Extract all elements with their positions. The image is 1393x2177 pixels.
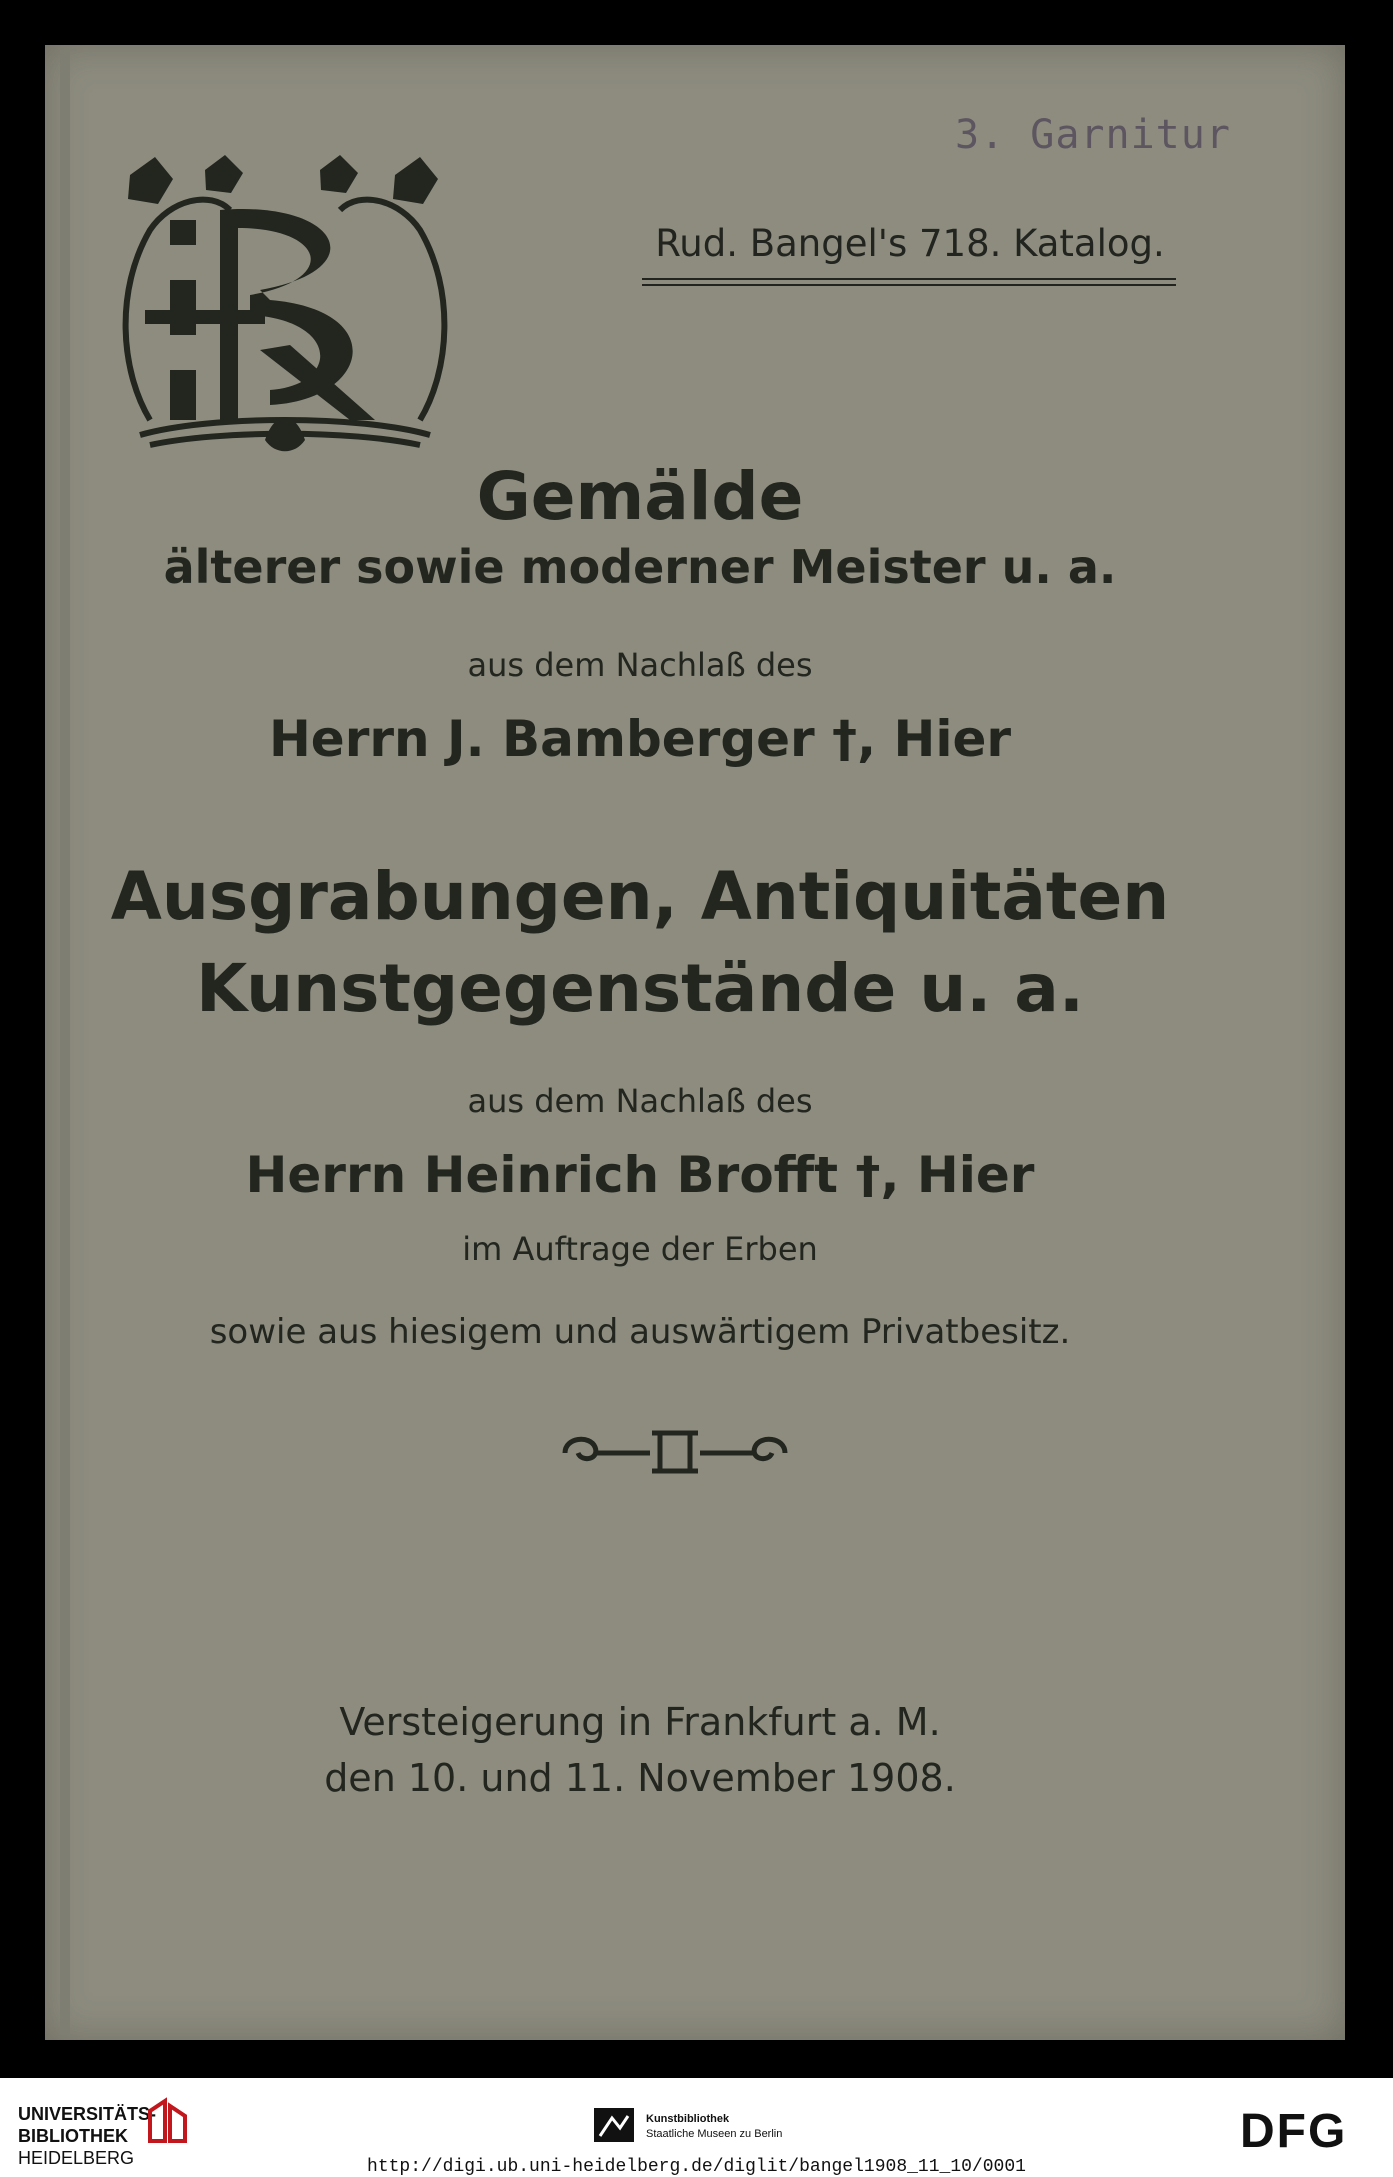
- title-paintings: Gemälde: [476, 458, 804, 535]
- kunstbibliothek-line-2: Staatliche Museen zu Berlin: [646, 2128, 783, 2140]
- kunstbibliothek-line-1: Kunstbibliothek: [646, 2113, 730, 2125]
- permalink-url[interactable]: http://digi.ub.uni-heidelberg.de/diglit/bangel1908_11_10/0001: [367, 2157, 1026, 2177]
- catalog-rule-bottom: [642, 284, 1176, 286]
- university-library-logo-icon: [145, 2096, 195, 2146]
- private-collections-line: sowie aus hiesigem und auswärtigem Privatbesitz.: [209, 1312, 1071, 1352]
- decorative-ornament: [560, 1425, 790, 1477]
- library-line-1: UNIVERSITÄTS-: [18, 2104, 157, 2124]
- catalog-rule-top: [642, 278, 1176, 280]
- rb-monogram-logo: [110, 150, 460, 460]
- heirs-line: im Auftrage der Erben: [462, 1230, 818, 1268]
- dfg-logo: DFG: [1240, 2105, 1348, 2158]
- estate-line-2: aus dem Nachlaß des: [467, 1082, 813, 1120]
- estate-line-1: aus dem Nachlaß des: [467, 646, 813, 684]
- garnitur-stamp: 3. Garnitur: [955, 112, 1231, 158]
- catalog-number: Rud. Bangel's 718. Katalog.: [655, 222, 1165, 265]
- auction-dates: den 10. und 11. November 1908.: [324, 1756, 956, 1800]
- library-line-2: BIBLIOTHEK: [18, 2126, 128, 2146]
- title-art-objects: Kunstgegenstände u. a.: [196, 950, 1084, 1027]
- subtitle-masters: älterer sowie moderner Meister u. a.: [163, 540, 1117, 594]
- owner-brofft: Herrn Heinrich Brofft †, Hier: [245, 1146, 1035, 1204]
- kunstbibliothek-name: [646, 2112, 782, 2142]
- auction-location: Versteigerung in Frankfurt a. M.: [339, 1700, 941, 1744]
- digitization-footer: [0, 2078, 1393, 2177]
- kunstbibliothek-logo-icon: [594, 2108, 634, 2142]
- owner-bamberger: Herrn J. Bamberger †, Hier: [268, 710, 1012, 768]
- library-line-3: HEIDELBERG: [18, 2148, 135, 2168]
- title-excavations: Ausgrabungen, Antiquitäten: [110, 858, 1170, 935]
